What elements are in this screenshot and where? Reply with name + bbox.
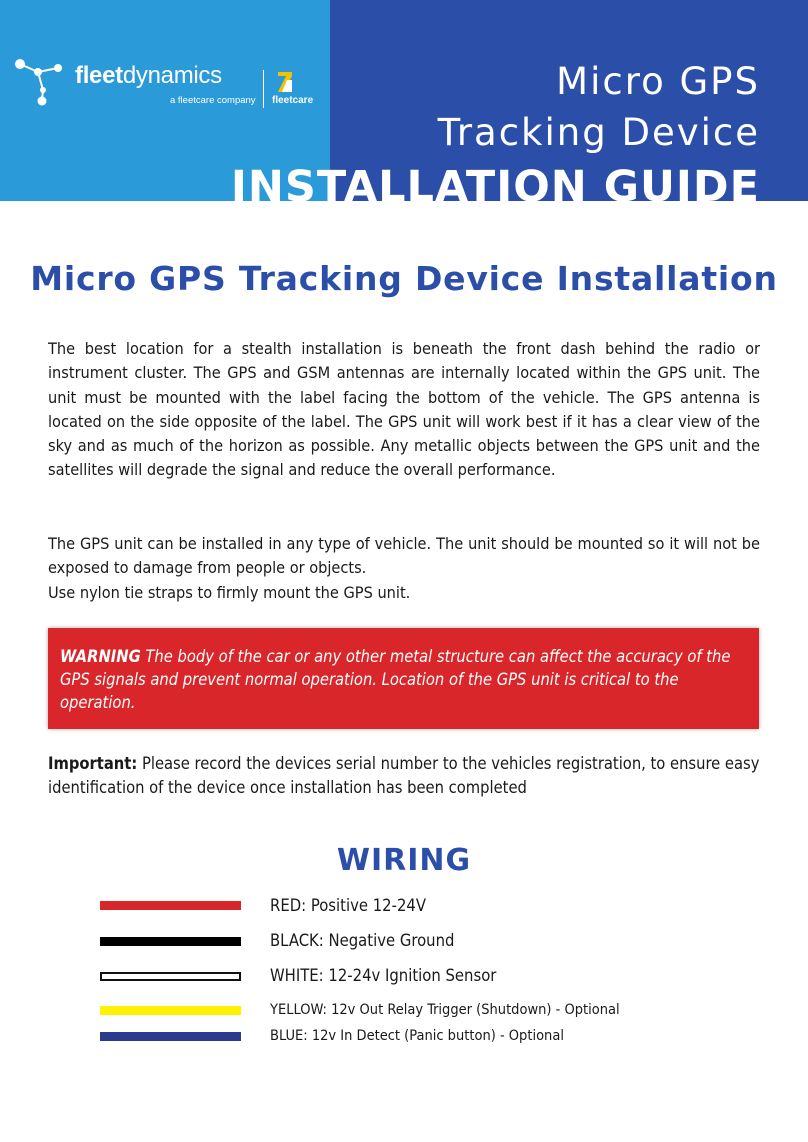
tie-strap-text: Use nylon tie straps to firmly mount the GPS unit.: [48, 582, 411, 602]
fleetcare-mark-icon: [278, 72, 292, 92]
fleetdynamics-logo: [10, 48, 340, 118]
network-nodes-icon: [10, 48, 70, 114]
wire-blue-label: BLUE: 12v In Detect (Panic button) - Optional: [270, 1028, 564, 1044]
important-label: Important:: [48, 754, 138, 773]
warning-text: The body of the car or any other metal structure can affect the accuracy of the GPS signals and prevent normal operation. Location of the GPS unit is critical to the operation.: [60, 647, 731, 712]
header-title-big: INSTALLATION GUIDE: [230, 162, 760, 212]
wire-yellow: [100, 1006, 241, 1015]
logo-tagline: a fleetcare company: [170, 95, 256, 106]
mounting-text: The GPS unit can be installed in any type of vehicle. The unit should be mounted so it will not be exposed to damage from people or objects.: [48, 534, 760, 578]
wire-white: [100, 972, 241, 981]
wire-red-label: RED: Positive 12-24V: [270, 896, 426, 915]
wire-black: [100, 937, 241, 946]
fleetcare-logo-text: fleetcare: [272, 95, 314, 106]
wire-red: [100, 901, 241, 910]
logo-divider: [263, 70, 264, 108]
wire-yellow-label: YELLOW: 12v Out Relay Trigger (Shutdown) - Optional: [270, 1002, 620, 1018]
wire-black-label: BLACK: Negative Ground: [270, 931, 455, 950]
wire-blue: [100, 1032, 241, 1041]
intro-paragraph: The best location for a stealth installation is beneath the front dash behind the radio or instrument cluster. The GPS and GSM antennas are internally located within the GPS unit. The unit must be mounted with the label facing the bottom of the vehicle. The GPS antenna is located on the side opposite of the label. The GPS unit will work best if it has a clear view of the sky and as much of the horizon as possible. Any metallic objects between the GPS unit and the satellites will degrade the signal and reduce the overall performance.: [48, 339, 760, 480]
wire-white-label: WHITE: 12-24v Ignition Sensor: [270, 966, 497, 985]
mounting-paragraph: [48, 532, 760, 605]
wiring-title: WIRING: [336, 843, 472, 878]
page-header: [0, 0, 808, 212]
warning-text-block: [60, 645, 750, 714]
important-note: [48, 752, 760, 800]
header-title-line1: Micro GPS: [556, 60, 760, 103]
warning-box: [48, 628, 759, 729]
header-title-line2: Tracking Device: [437, 111, 760, 154]
page-title: Micro GPS Tracking Device Installation: [30, 259, 778, 298]
important-text: Please record the devices serial number to the vehicles registration, to ensure easy identification of the device once installation has been completed: [48, 754, 760, 797]
warning-label: WARNING: [60, 647, 141, 666]
logo-wordmark: fleetdynamics: [75, 62, 222, 89]
